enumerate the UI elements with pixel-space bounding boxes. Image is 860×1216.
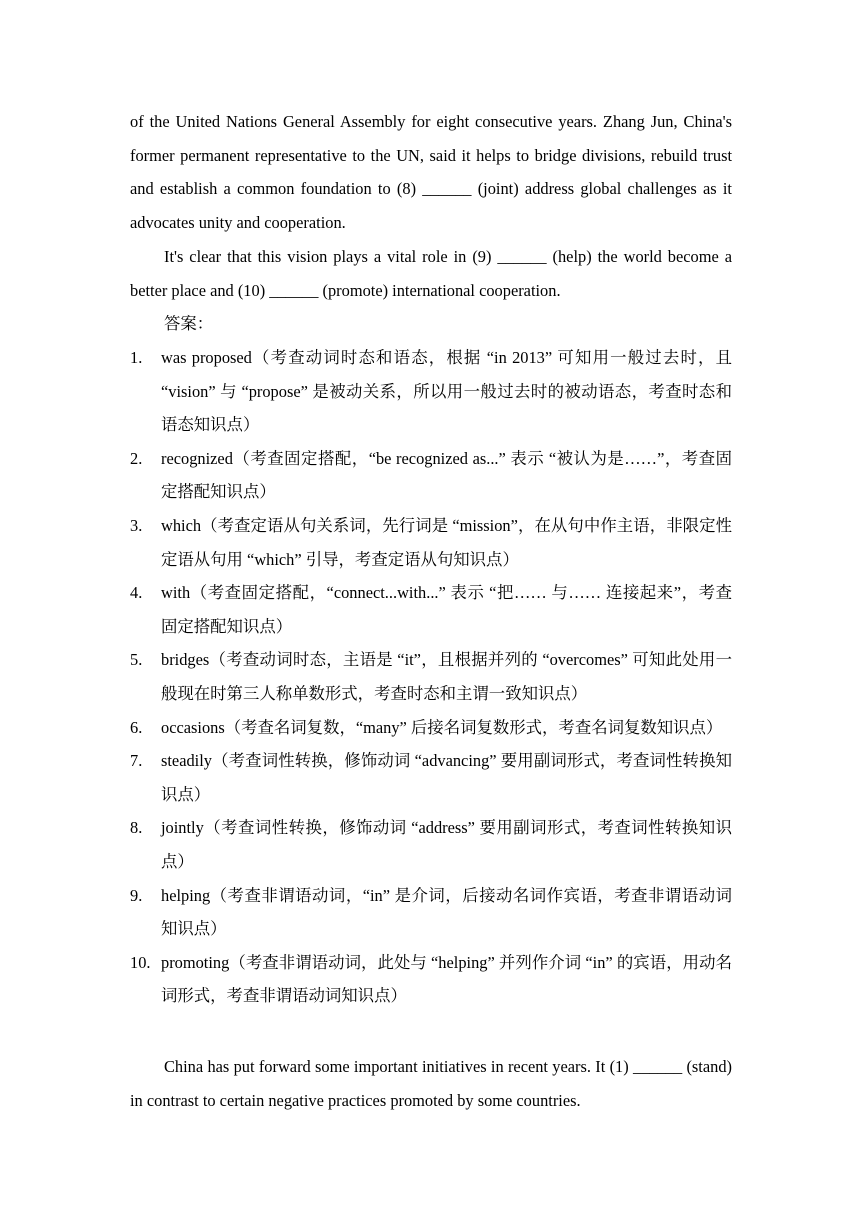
answer-item	[130, 341, 732, 442]
paragraph-vision: It's clear that this vision plays a vital role in (9) ______ (help) the world become a better place and (10) ______ (promote) international cooperation.	[130, 247, 732, 300]
answer-item	[130, 744, 732, 811]
answer-list	[130, 341, 732, 1013]
answer-text: with（考查固定搭配，“connect...with...” 表示 “把…… 与…… 连接起来”，考查固定搭配知识点）	[161, 583, 732, 636]
answer-number: 8.	[130, 818, 143, 838]
answer-item	[130, 811, 732, 878]
answer-text: jointly（考查词性转换，修饰动词 “address” 要用副词形式，考查词性转换知识点）	[161, 818, 732, 871]
answer-number: 7.	[130, 751, 143, 771]
answer-item	[130, 509, 732, 576]
answer-number: 3.	[130, 515, 143, 535]
answer-number: 9.	[130, 885, 143, 905]
answer-number: 2.	[130, 448, 143, 468]
answer-number: 4.	[130, 583, 143, 603]
answer-item	[130, 879, 732, 946]
paragraph-new-passage: China has put forward some important initiatives in recent years. It (1) ______ (stand) in contrast to certain negative practices promoted by some countries.	[130, 1057, 732, 1110]
answer-number: 10.	[130, 952, 151, 972]
answer-item	[130, 711, 732, 745]
answer-item	[130, 442, 732, 509]
answer-text: occasions（考查名词复数，“many” 后接名词复数形式，考查名词复数知识点）	[161, 717, 723, 737]
answer-text: was proposed（考查动词时态和语态，根据 “in 2013” 可知用一般过去时，且 “vision” 与 “propose” 是被动关系，所以用一般过去时的被动语态，考查时态和语态知识点）	[161, 348, 732, 435]
answer-text: helping（考查非谓语动词，“in” 是介词，后接动名词作宾语，考查非谓语动词知识点）	[161, 885, 732, 939]
answer-text: recognized（考查固定搭配，“be recognized as...” 表示 “被认为是……”，考查固定搭配知识点）	[161, 448, 732, 502]
paragraph-continuation: of the United Nations General Assembly for eight consecutive years. Zhang Jun, China's former permanent representative to the UN, said it helps to bridge divisions, rebuild trust and establish a common foundation to (8) ______ (joint) address global challenges as it advocates unity and cooperation.	[130, 112, 732, 232]
answer-number: 1.	[130, 348, 143, 367]
answer-number: 6.	[130, 717, 143, 737]
answer-text: bridges（考查动词时态，主语是 “it”，且根据并列的 “overcomes” 可知此处用一般现在时第三人称单数形式，考查时态和主谓一致知识点）	[161, 650, 732, 703]
answer-text: which（考查定语从句关系词，先行词是 “mission”，在从句中作主语，非限定性定语从句用 “which” 引导，考查定语从句知识点）	[161, 515, 732, 569]
answer-item	[130, 576, 732, 643]
answer-item	[130, 643, 732, 710]
answer-number: 5.	[130, 650, 143, 670]
answer-text: promoting（考查非谓语动词，此处与 “helping” 并列作介词 “in” 的宾语，用动名词形式，考查非谓语动词知识点）	[161, 952, 732, 1006]
answer-label: 答案：	[164, 314, 214, 333]
answer-text: steadily（考查词性转换，修饰动词 “advancing” 要用副词形式，考查词性转换知识点）	[161, 751, 732, 804]
answer-item	[130, 946, 732, 1013]
